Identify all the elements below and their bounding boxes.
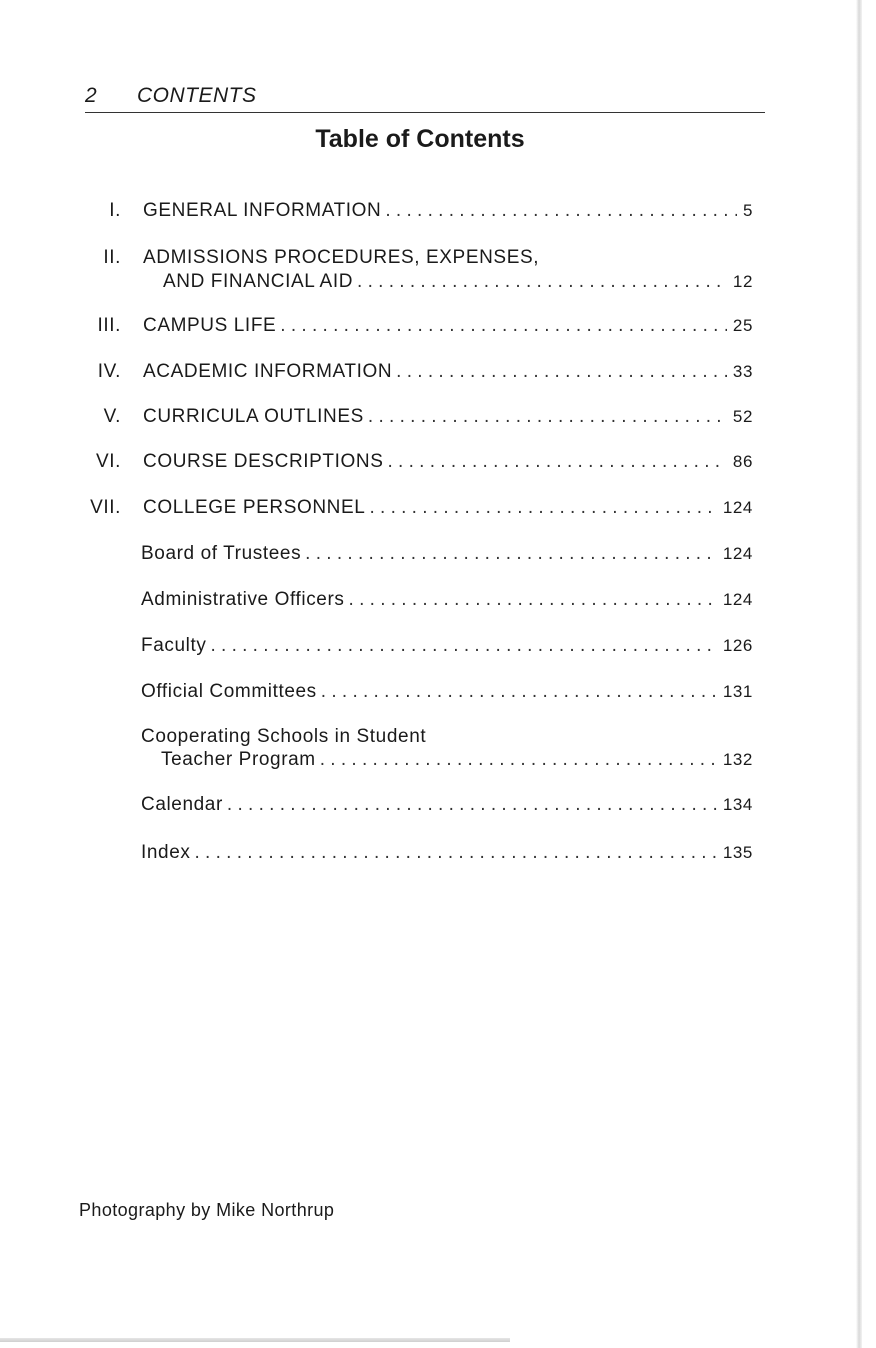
dot-leader [321,681,717,703]
toc-entry-title-line1: ADMISSIONS PROCEDURES, EXPENSES, [143,247,540,268]
toc-entry-title-line1: Cooperating Schools in Student [141,726,427,747]
toc-entry-number: V. [103,406,121,427]
section-name: CONTENTS [137,84,257,107]
toc-entry-page: 86 [732,452,753,471]
toc-entry-title: GENERAL INFORMATION [143,200,382,221]
toc-entry-page: 135 [722,843,753,862]
toc-entry-title: CURRICULA OUTLINES [143,406,364,427]
dot-leader [388,451,727,473]
toc-entry-title: Calendar [141,794,223,815]
toc-entry-page: 52 [732,407,753,426]
toc-entry-page: 33 [732,362,753,381]
toc-entry-title: Board of Trustees [141,543,302,564]
toc-entry-title: COLLEGE PERSONNEL [143,497,366,518]
toc-entry-title: Index [141,842,191,863]
dot-leader [194,842,716,864]
dot-leader [210,635,716,657]
toc-entry-title: Faculty [141,635,207,656]
dot-leader [368,406,727,428]
toc-entry-number: III. [97,315,121,336]
toc-entry-number: VI. [95,451,121,472]
toc-entry-title: Official Committees [141,681,317,702]
toc-entry-page: 124 [722,544,753,563]
toc-entry-title: ACADEMIC INFORMATION [143,361,393,382]
toc-entry-page: 124 [722,498,753,517]
toc-entry-title: AND FINANCIAL AID [163,271,354,292]
toc-entry-page: 132 [722,750,753,769]
page-edge [856,0,862,1348]
toc-entry-title: Teacher Program [161,749,316,770]
toc-entry-page: 126 [722,636,753,655]
toc-entry-page: 25 [732,316,753,335]
dot-leader [280,315,727,337]
toc-entry-number: I. [109,200,121,221]
toc-entry-number: IV. [97,361,121,382]
page-title: Table of Contents [315,125,525,153]
page-number: 2 [85,84,98,107]
toc-entry-page: 124 [722,590,753,609]
toc-entry-number: VII. [90,497,121,518]
dot-leader [349,589,717,611]
toc-entry-title: Administrative Officers [141,589,345,610]
running-head [85,84,765,113]
dot-leader [357,271,727,293]
dot-leader [305,543,717,565]
dot-leader [396,361,727,383]
toc-entry-page: 5 [742,201,753,220]
toc-entry-number: II. [103,247,121,268]
dot-leader [227,794,717,816]
page-bottom-edge [0,1338,510,1342]
toc-entry-page: 134 [722,795,753,814]
dot-leader [385,200,737,222]
dot-leader [369,497,716,519]
toc-entry-title: CAMPUS LIFE [143,315,277,336]
toc-entry-page: 131 [722,682,753,701]
toc-entry-page: 12 [732,272,753,291]
dot-leader [320,749,717,771]
toc-entry-title: COURSE DESCRIPTIONS [143,451,384,472]
photo-credit: Photography by Mike Northrup [79,1200,335,1220]
